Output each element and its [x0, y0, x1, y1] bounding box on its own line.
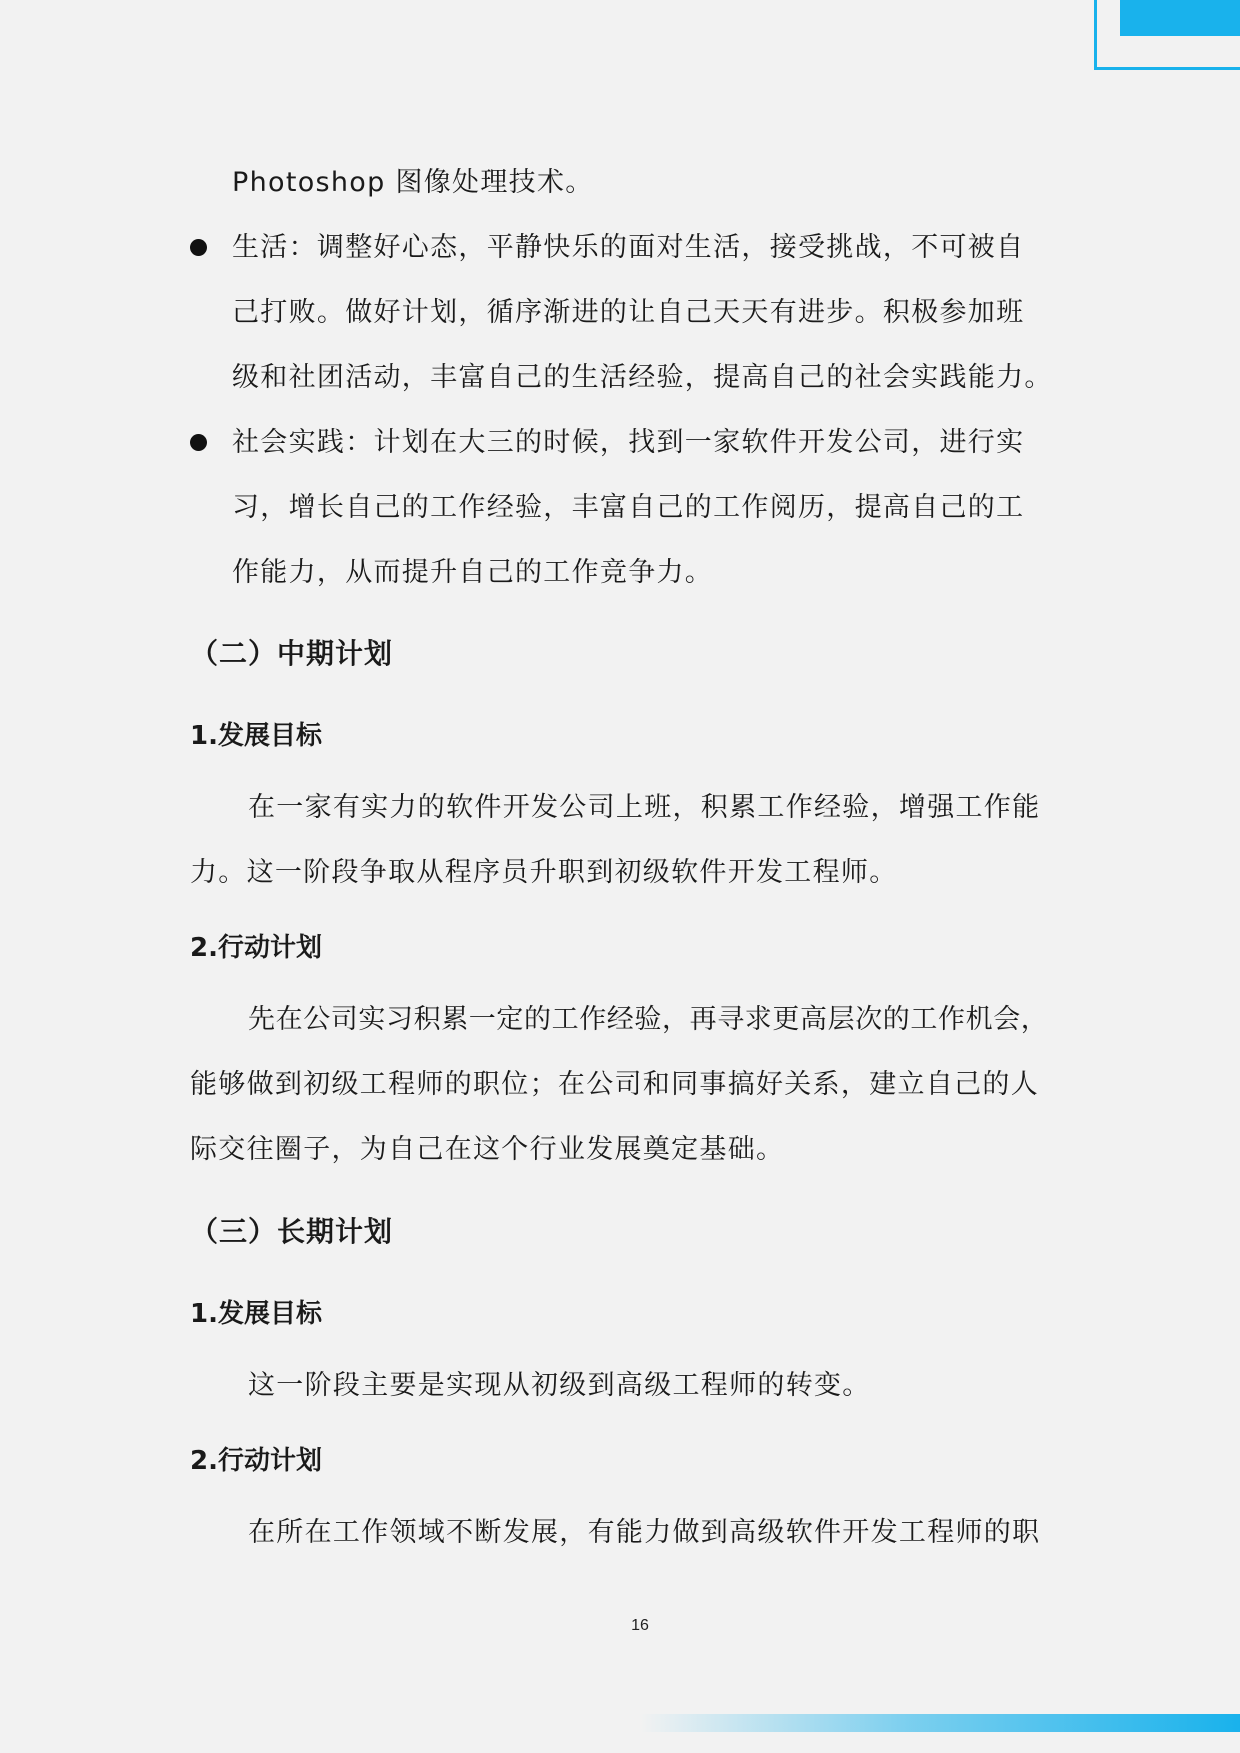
bullet-2-line-3: 作能力，从而提升自己的工作竞争力。 — [232, 557, 714, 588]
corner-decoration-fill — [1120, 0, 1240, 36]
mid-term-goal-heading: 1.发展目标 — [190, 721, 322, 751]
bullet-dot-icon — [190, 434, 207, 451]
long-term-action-heading: 2.行动计划 — [190, 1446, 322, 1476]
bullet-1-line-1: 生活：调整好心态，平静快乐的面对生活，接受挑战，不可被自 — [232, 232, 1025, 263]
bullet-1-line-2: 己打败。做好计划，循序渐进的让自己天天有进步。积极参加班 — [232, 297, 1025, 328]
continuation-text — [232, 167, 594, 198]
mid-term-goal-line-2: 力。这一阶段争取从程序员升职到初级软件开发工程师。 — [190, 857, 898, 888]
bullet-dot-icon — [190, 239, 207, 256]
section-heading-long-term: （三）长期计划 — [190, 1215, 394, 1248]
page-number: 16 — [631, 1617, 649, 1634]
mid-term-action-heading: 2.行动计划 — [190, 933, 322, 963]
footer-gradient-bar — [640, 1714, 1240, 1732]
continuation-latin-word: Photoshop — [232, 167, 386, 198]
mid-term-goal-line-1: 在一家有实力的软件开发公司上班，积累工作经验，增强工作能 — [248, 792, 1041, 823]
bullet-2-line-2: 习，增长自己的工作经验，丰富自己的工作阅历，提高自己的工 — [232, 492, 1025, 523]
mid-term-action-line-3: 际交往圈子，为自己在这个行业发展奠定基础。 — [190, 1134, 785, 1165]
long-term-goal-heading: 1.发展目标 — [190, 1299, 322, 1329]
long-term-goal-line-1: 这一阶段主要是实现从初级到高级工程师的转变。 — [248, 1370, 871, 1401]
mid-term-action-line-2: 能够做到初级工程师的职位；在公司和同事搞好关系，建立自己的人 — [190, 1069, 1039, 1100]
long-term-action-line-1: 在所在工作领域不断发展，有能力做到高级软件开发工程师的职 — [248, 1517, 1041, 1548]
mid-term-action-line-1: 先在公司实习积累一定的工作经验，再寻求更高层次的工作机会， — [248, 1004, 1049, 1035]
continuation-line — [232, 166, 594, 200]
bullet-1-line-3: 级和社团活动，丰富自己的生活经验，提高自己的社会实践能力。 — [232, 362, 1053, 393]
bullet-2-line-1: 社会实践：计划在大三的时候，找到一家软件开发公司，进行实 — [232, 427, 1025, 458]
section-heading-mid-term: （二）中期计划 — [190, 637, 394, 670]
continuation-rest: 图像处理技术。 — [385, 167, 594, 198]
